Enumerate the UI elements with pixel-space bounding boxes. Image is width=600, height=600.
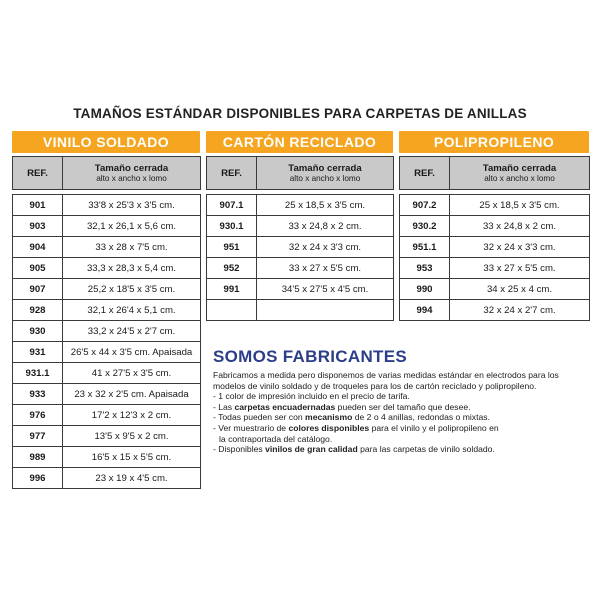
table-row <box>13 405 201 426</box>
section-header: CARTÓN RECICLADO <box>206 131 393 153</box>
table-row <box>400 300 590 321</box>
table-row <box>13 321 201 342</box>
ref-cell: 905 <box>13 258 63 279</box>
table-row <box>13 384 201 405</box>
size-cell: 33 x 27 x 5'5 cm. <box>257 258 394 279</box>
column-header-size-dims: alto x ancho x lomo <box>289 174 361 183</box>
ref-cell: 976 <box>13 405 63 426</box>
table-row <box>207 237 394 258</box>
ref-cell: 989 <box>13 447 63 468</box>
table-row <box>13 447 201 468</box>
ref-cell: 990 <box>400 279 450 300</box>
ref-cell: 951 <box>207 237 257 258</box>
size-cell: 23 x 19 x 4'5 cm. <box>63 468 201 489</box>
table-row-empty <box>207 300 394 321</box>
column-header-size <box>63 157 201 190</box>
info-bullet: - Todas pueden ser con mecanismo de 2 o 4 anillas, redondas o mixtas. <box>213 412 490 423</box>
ref-cell: 994 <box>400 300 450 321</box>
table-row <box>400 237 590 258</box>
table-header-row <box>207 157 394 190</box>
ref-cell: 952 <box>207 258 257 279</box>
ref-cell: 991 <box>207 279 257 300</box>
size-cell: 17'2 x 12'3 x 2 cm. <box>63 405 201 426</box>
table-row <box>13 216 201 237</box>
size-cell: 13'5 x 9'5 x 2 cm. <box>63 426 201 447</box>
table-header-row <box>13 157 201 190</box>
size-cell: 26'5 x 44 x 3'5 cm. Apaisada <box>63 342 201 363</box>
table-row <box>13 237 201 258</box>
size-cell: 25 x 18,5 x 3'5 cm. <box>450 195 590 216</box>
table-header-row <box>400 157 590 190</box>
size-cell: 34'5 x 27'5 x 4'5 cm. <box>257 279 394 300</box>
section-vinilo-soldado <box>12 131 200 489</box>
column-header-ref: REF. <box>13 157 63 190</box>
size-cell: 33 x 27 x 5'5 cm. <box>450 258 590 279</box>
table-row <box>207 195 394 216</box>
table-row <box>207 216 394 237</box>
ref-cell: 996 <box>13 468 63 489</box>
info-bullet: - Las carpetas encuadernadas pueden ser del tamaño que desee. <box>213 401 471 412</box>
table-row <box>207 258 394 279</box>
table-row <box>400 279 590 300</box>
ref-cell: 953 <box>400 258 450 279</box>
size-cell: 41 x 27'5 x 3'5 cm. <box>63 363 201 384</box>
size-cell: 23 x 32 x 2'5 cm. Apaisada <box>63 384 201 405</box>
ref-cell: 901 <box>13 195 63 216</box>
section-header: VINILO SOLDADO <box>12 131 200 153</box>
size-cell: 25,2 x 18'5 x 3'5 cm. <box>63 279 201 300</box>
column-header-size-dims: alto x ancho x lomo <box>96 174 167 183</box>
size-cell: 32 x 24 x 3'3 cm. <box>450 237 590 258</box>
size-cell: 33 x 28 x 7'5 cm. <box>63 237 201 258</box>
ref-cell: 951.1 <box>400 237 450 258</box>
table-row <box>13 363 201 384</box>
ref-cell: 977 <box>13 426 63 447</box>
ref-cell: 930.1 <box>207 216 257 237</box>
table-row <box>13 279 201 300</box>
size-table <box>399 156 590 321</box>
page-title: TAMAÑOS ESTÁNDAR DISPONIBLES PARA CARPETAS DE ANILLAS <box>73 106 527 121</box>
manufacturer-info <box>213 347 591 455</box>
size-cell: 33,3 x 28,3 x 5,4 cm. <box>63 258 201 279</box>
size-cell: 32,1 x 26,1 x 5,6 cm. <box>63 216 201 237</box>
table-row <box>13 468 201 489</box>
column-header-size-dims: alto x ancho x lomo <box>484 174 555 183</box>
size-table <box>206 156 394 321</box>
ref-cell: 930.2 <box>400 216 450 237</box>
column-header-ref: REF. <box>207 157 257 190</box>
size-table <box>12 156 201 489</box>
size-cell: 32 x 24 x 3'3 cm. <box>257 237 394 258</box>
ref-cell: 931 <box>13 342 63 363</box>
ref-cell: 928 <box>13 300 63 321</box>
ref-cell: 907.1 <box>207 195 257 216</box>
column-header-size-title: Tamaño cerrada <box>94 163 169 174</box>
size-cell: 16'5 x 15 x 5'5 cm. <box>63 447 201 468</box>
column-header-size-title: Tamaño cerrada <box>288 163 362 174</box>
ref-cell: 933 <box>13 384 63 405</box>
table-row <box>400 258 590 279</box>
column-header-size <box>450 157 590 190</box>
section-carton-reciclado <box>206 131 393 321</box>
size-cell: 33 x 24,8 x 2 cm. <box>257 216 394 237</box>
table-row <box>13 300 201 321</box>
table-row <box>400 195 590 216</box>
size-cell: 32,1 x 26'4 x 5,1 cm. <box>63 300 201 321</box>
info-heading: SOMOS FABRICANTES <box>213 347 408 366</box>
ref-cell: 904 <box>13 237 63 258</box>
ref-cell: 931.1 <box>13 363 63 384</box>
info-bullet: - Ver muestrario de colores disponibles para el vinilo y el polipropileno en <box>213 422 499 433</box>
ref-cell: 907 <box>13 279 63 300</box>
table-row <box>13 342 201 363</box>
column-header-size <box>257 157 394 190</box>
size-cell: 25 x 18,5 x 3'5 cm. <box>257 195 394 216</box>
info-bullet: - 1 color de impresión incluido en el precio de tarifa. <box>213 391 410 402</box>
info-bullet: - Disponibles vinilos de gran calidad para las carpetas de vinilo soldado. <box>213 444 495 455</box>
size-cell: 33 x 24,8 x 2 cm. <box>450 216 590 237</box>
table-row <box>13 195 201 216</box>
size-cell: 33,2 x 24'5 x 2'7 cm. <box>63 321 201 342</box>
size-cell: 32 x 24 x 2'7 cm. <box>450 300 590 321</box>
table-row <box>207 279 394 300</box>
column-header-ref: REF. <box>400 157 450 190</box>
column-header-size-title: Tamaño cerrada <box>482 163 557 174</box>
info-intro: Fabricamos a medida pero disponemos de varias medidas estándar en electrodos para los modelos de vinilo soldado y de troqueles para los de cartón reciclado y polipropileno. <box>213 370 559 391</box>
size-cell: 34 x 25 x 4 cm. <box>450 279 590 300</box>
ref-cell: 930 <box>13 321 63 342</box>
ref-cell: 907.2 <box>400 195 450 216</box>
size-cell: 33'8 x 25'3 x 3'5 cm. <box>63 195 201 216</box>
ref-cell: 903 <box>13 216 63 237</box>
section-polipropileno <box>399 131 589 321</box>
section-header: POLIPROPILENO <box>399 131 589 153</box>
info-bullet-continued: la contraportada del catálogo. <box>219 433 333 444</box>
table-row <box>400 216 590 237</box>
table-row <box>13 426 201 447</box>
table-row <box>13 258 201 279</box>
